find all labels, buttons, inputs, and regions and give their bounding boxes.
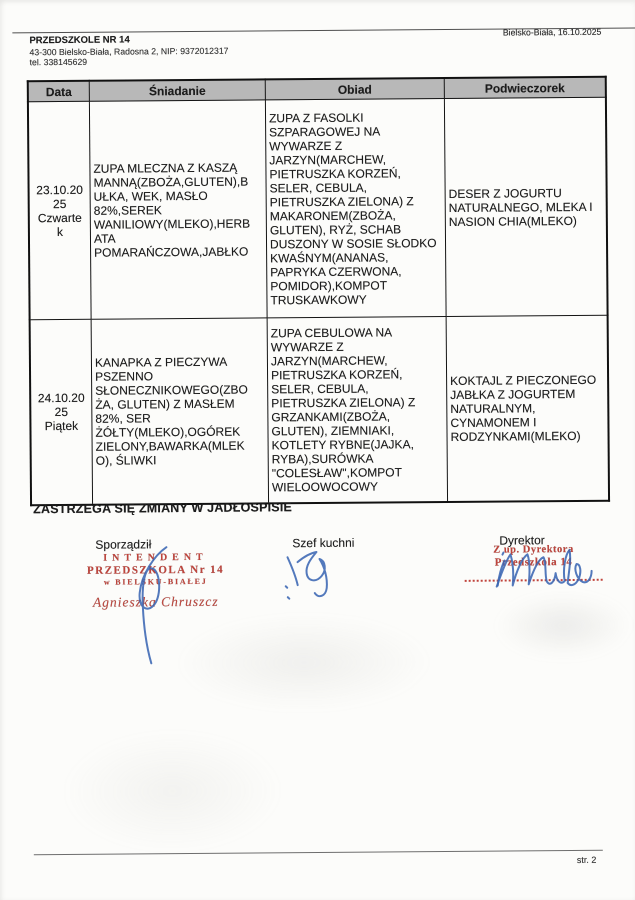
- day-value: Piątek: [44, 418, 79, 434]
- day-value: Czwartek: [37, 210, 82, 239]
- date-value: 24.10.2025: [37, 390, 85, 420]
- intendent-stamp-name: Agnieszka Chruszcz: [92, 593, 219, 610]
- date-value: 23.10.2025: [36, 182, 84, 211]
- scan-bleed-ghost: [176, 614, 432, 711]
- intendent-stamp-org: PRZEDSZKOLA Nr 14: [86, 563, 225, 577]
- cell-date: [28, 101, 91, 319]
- bottom-rule: [34, 850, 603, 855]
- scan-bleed-ghost: [496, 593, 632, 659]
- col-header-lunch: Obiad: [265, 78, 444, 100]
- intendent-stamp-city: w BIELSKU-BIAŁEJ: [103, 576, 208, 587]
- table-row: [28, 97, 608, 320]
- director-stamp-org: Przedszkola 14: [494, 556, 573, 569]
- director-stamp-dotted-line: [465, 579, 603, 582]
- page-number: str. 2: [576, 854, 597, 865]
- chef-label: Szef kuchni: [292, 535, 355, 551]
- org-address: 43-300 Bielsko-Biała, Radosna 2, NIP: 9372012317: [29, 45, 229, 57]
- cell-date: [30, 319, 93, 505]
- org-name: PRZEDSZKOLE NR 14: [29, 34, 130, 47]
- cell-lunch: ZUPA CEBULOWA NA WYWARZE Z JARZYN(MARCHEW, PIETRUSZKA KORZEŃ, SELER, CEBULA, PIETRUSZKA ZIELONA) Z GRZANKAMI(ZBOŻA, GLUTEN), ZIEMNIAKI, KOTLETY RYBNE(JAJKA, RYBA),SURÓWKA "COLESŁAW",KOMPOT WIELOOWOCOWY: [267, 316, 447, 503]
- org-phone: tel. 338145629: [29, 56, 88, 68]
- scan-bleed-ghost: [62, 730, 283, 852]
- letterhead: [29, 35, 228, 68]
- cell-snack: KOKTAJL Z PIECZONEGO JABŁKA Z JOGURTEM NATURALNYM, CYNAMONEM I RODZYNKAMI(MLEKO): [446, 315, 609, 502]
- chef-signature-ink: [285, 552, 327, 599]
- table-row: [30, 315, 609, 505]
- intendent-stamp: [70, 552, 240, 611]
- director-stamp-title: Z up. Dyrektora: [493, 543, 574, 556]
- prepared-by-label: Sporządził: [95, 537, 152, 552]
- cell-snack: DESER Z JOGURTU NATURALNEGO, MLEKA I NASION CHIA(MLEKO): [444, 97, 607, 316]
- cell-breakfast: ZUPA MLECZNA Z KASZĄ MANNĄ(ZBOŻA,GLUTEN),BUŁKA, WEK, MASŁO 82%,SEREK WANILIOWY(MLEKO),HERBATA POMARAŃCZOWA,JABŁKO: [89, 100, 267, 319]
- director-stamp: [462, 544, 604, 582]
- place-date: Bielsko-Biała, 16.10.2025: [502, 26, 602, 38]
- intendent-stamp-title: INTENDENT: [103, 551, 208, 564]
- col-header-snack: Podwieczorek: [444, 77, 606, 99]
- disclaimer-note: ZASTRZEGA SIĘ ZMIANY W JADŁOSPISIE: [33, 500, 293, 517]
- col-header-breakfast: Śniadanie: [89, 79, 265, 101]
- col-header-data: Data: [28, 81, 90, 102]
- cell-breakfast: KANAPKA Z PIECZYWA PSZENNO SŁONECZNIKOWEGO(ZBOŻA, GLUTEN) Z MASŁEM 82%, SER ŻÓŁTY(MLEKO),OGÓREK ZIELONY,BAWARKA(MLEKO), ŚLIWKI: [91, 318, 268, 505]
- menu-table: [27, 76, 610, 507]
- director-label: Dyrektor: [499, 533, 545, 548]
- cell-lunch: ZUPA Z FASOLKI SZPARAGOWEJ NA WYWARZE Z JARZYN(MARCHEW, PIETRUSZKA KORZEŃ, SELER, CEBULA, PIETRUSZKA ZIELONA) Z MAKARONEM(ZBOŻA, GLUTEN), RYŻ, SCHAB DUSZONY W SOSIE SŁODKO KWAŚNYM(ANANAS, PAPRYKA CZERWONA, POMIDOR),KOMPOT TRUSKAWKOWY: [265, 98, 446, 317]
